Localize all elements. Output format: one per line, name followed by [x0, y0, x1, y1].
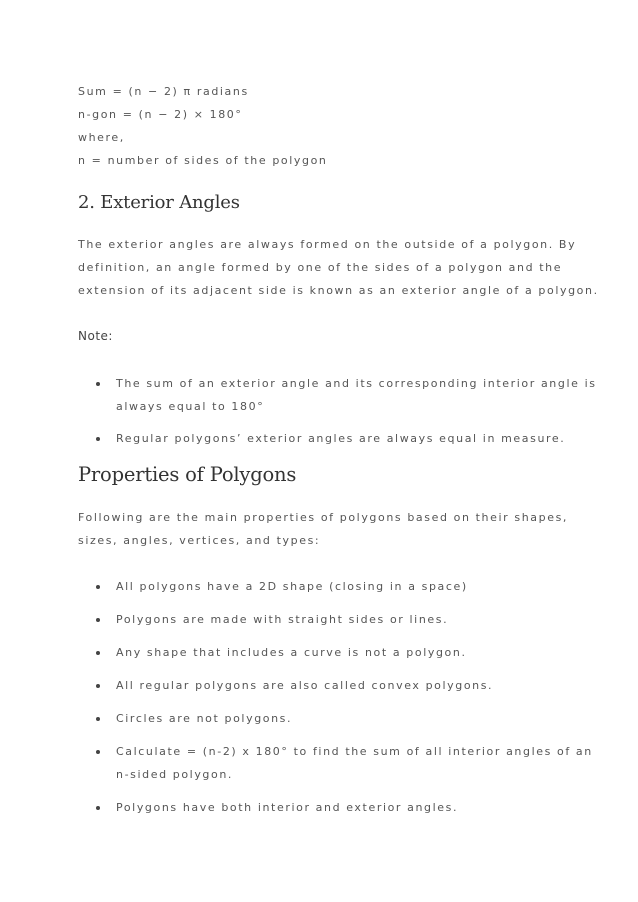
- bullet-dot: [96, 684, 100, 688]
- formula-where: where,: [78, 131, 125, 144]
- exterior-paragraph-line-3: extension of its adjacent side is known as an exterior angle of a polygon.: [78, 284, 599, 297]
- exterior-paragraph-line-1: The exterior angles are always formed on the outside of a polygon. By: [78, 238, 577, 251]
- property-item-5: Circles are not polygons.: [116, 712, 293, 725]
- property-item-6-line-2: n-sided polygon.: [116, 768, 234, 781]
- property-item-7: Polygons have both interior and exterior angles.: [116, 801, 459, 814]
- property-item-6-line-1: Calculate = (n-2) x 180° to find the sum of all interior angles of an: [116, 745, 593, 758]
- note-item-1-line-2: always equal to 180°: [116, 400, 265, 413]
- note-item-2-line-1: Regular polygons’ exterior angles are always equal in measure.: [116, 432, 566, 445]
- bullet-dot: [96, 618, 100, 622]
- property-item-1: All polygons have a 2D shape (closing in a space): [116, 580, 468, 593]
- properties-intro-line-1: Following are the main properties of polygons based on their shapes,: [78, 511, 568, 524]
- bullet-dot: [96, 382, 100, 386]
- bullet-dot: [96, 585, 100, 589]
- formula-sum-radians: Sum = (n − 2) π radians: [78, 85, 249, 98]
- exterior-angles-heading: 2. Exterior Angles: [78, 192, 240, 213]
- note-label: Note:: [78, 329, 113, 343]
- formula-n-definition: n = number of sides of the polygon: [78, 154, 328, 167]
- property-item-3: Any shape that includes a curve is not a polygon.: [116, 646, 467, 659]
- bullet-dot: [96, 717, 100, 721]
- property-item-2: Polygons are made with straight sides or lines.: [116, 613, 449, 626]
- properties-heading: Properties of Polygons: [78, 463, 297, 486]
- bullet-dot: [96, 437, 100, 441]
- property-item-4: All regular polygons are also called convex polygons.: [116, 679, 494, 692]
- note-item-1-line-1: The sum of an exterior angle and its corresponding interior angle is: [116, 377, 597, 390]
- formula-ngon-degrees: n-gon = (n − 2) × 180°: [78, 108, 243, 121]
- bullet-dot: [96, 651, 100, 655]
- properties-intro-line-2: sizes, angles, vertices, and types:: [78, 534, 321, 547]
- bullet-dot: [96, 750, 100, 754]
- bullet-dot: [96, 806, 100, 810]
- exterior-paragraph-line-2: definition, an angle formed by one of the sides of a polygon and the: [78, 261, 563, 274]
